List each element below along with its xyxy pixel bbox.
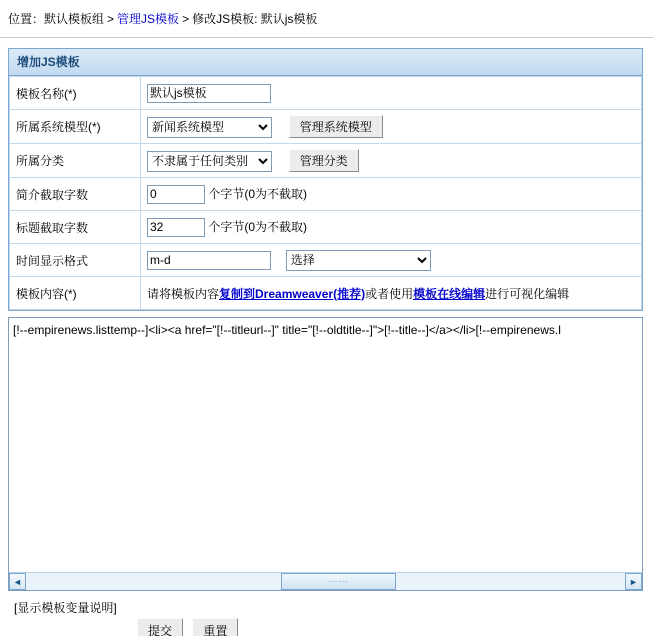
breadcrumb-item-0: 默认模板组 [44,12,105,26]
label-time-format: 时间显示格式 [10,244,141,277]
panel-title: 增加JS模板 [9,49,642,76]
template-name-input[interactable] [147,84,271,103]
cell-time-format [141,244,642,277]
label-template-content: 模板内容(*) [10,277,141,310]
editor-horizontal-scrollbar[interactable] [9,572,642,590]
label-intro-length: 简介截取字数 [10,178,141,211]
table-row-title-length [10,211,642,244]
table-row-category [10,144,642,178]
table-row-time-format [10,244,642,277]
breadcrumb-divider [0,37,653,38]
add-js-template-panel [8,48,643,311]
manage-category-button[interactable]: 管理分类 [289,149,359,172]
show-template-variables-link[interactable]: [显示模板变量说明] [14,601,117,615]
table-row-intro-length [10,178,642,211]
content-hint-mid: 或者使用 [365,286,414,301]
table-row-system-model [10,110,642,144]
cell-template-content-hint [141,277,642,310]
cell-system-model [141,110,642,144]
cell-template-name [141,77,642,110]
time-format-input[interactable] [147,251,271,270]
scrollbar-thumb[interactable] [281,573,396,590]
template-content-editor[interactable] [8,317,643,591]
label-category: 所属分类 [10,144,141,178]
manage-system-model-button[interactable]: 管理系统模型 [289,115,383,138]
breadcrumb-separator-1: > [182,12,190,26]
breadcrumb-separator-0: > [107,12,115,26]
label-system-model: 所属系统模型(*) [10,110,141,144]
form-actions [0,616,653,636]
scroll-left-icon[interactable]: ◄ [9,573,26,590]
submit-button[interactable]: 提交 [137,618,183,636]
category-select[interactable] [147,151,272,172]
cell-intro-length [141,178,642,211]
table-row-template-name [10,77,642,110]
breadcrumb [0,0,653,35]
template-content-editor-wrap [8,317,643,591]
content-hint-post: 进行可视化编辑 [485,286,570,301]
show-template-variables[interactable] [14,599,653,616]
intro-length-input[interactable] [147,185,205,204]
online-template-edit-link[interactable]: 模板在线编辑 [413,286,486,301]
title-length-hint: 个字节(0为不截取) [208,219,308,234]
title-length-input[interactable] [147,218,205,237]
content-hint-pre: 请将模板内容 [147,286,220,301]
label-template-name: 模板名称(*) [10,77,141,110]
time-format-select[interactable] [286,250,431,271]
table-row-template-content [10,277,642,310]
template-form [9,76,642,310]
cell-title-length [141,211,642,244]
copy-to-dreamweaver-link[interactable]: 复制到Dreamweaver(推荐) [219,286,366,301]
cell-category [141,144,642,178]
breadcrumb-item-1[interactable]: 管理JS模板 [117,12,180,26]
breadcrumb-item-2: 修改JS模板: 默认js模板 [192,12,318,26]
breadcrumb-prefix: 位置： [8,12,45,26]
label-title-length: 标题截取字数 [10,211,141,244]
scrollbar-track[interactable] [26,573,625,590]
scrollbar-grip-icon: ⋯⋯ [328,576,349,586]
system-model-select[interactable] [147,117,272,138]
intro-length-hint: 个字节(0为不截取) [208,186,308,201]
template-content-text[interactable]: [!--empirenews.listtemp--]<li><a href="[!--titleurl--]" title="[!--oldtitle--]">[!--title--]</a></li>[!--empirenews.l [13,323,561,337]
reset-button[interactable]: 重置 [192,618,238,636]
scroll-right-icon[interactable]: ► [625,573,642,590]
